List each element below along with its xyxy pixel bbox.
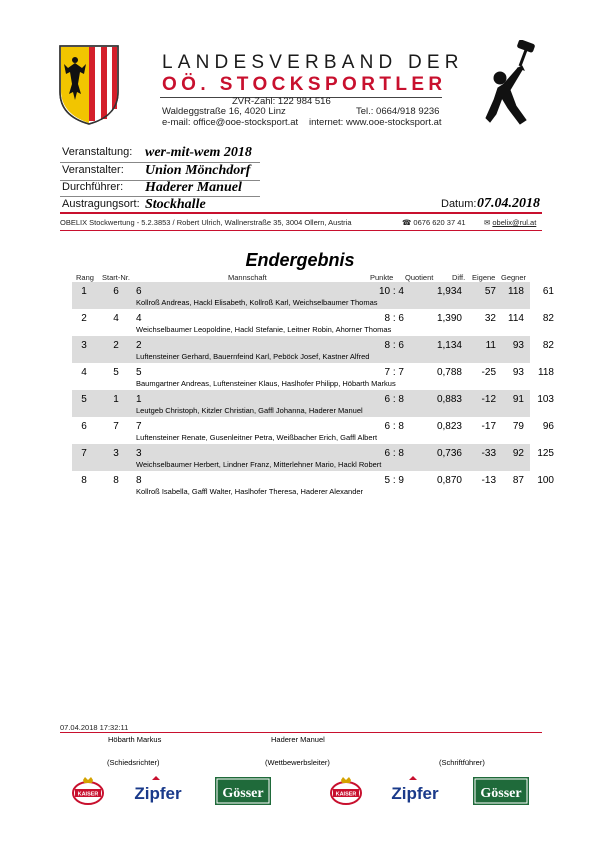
cell-quotient: 0,788 — [436, 367, 462, 378]
cell-quotient: 0,870 — [436, 475, 462, 486]
page-title: Endergebnis — [245, 250, 355, 270]
durchfuehrer-value: Haderer Manuel — [145, 180, 242, 195]
cell-gegner: 82 — [542, 313, 554, 324]
cell-team-number: 6 — [136, 286, 142, 297]
cell-diff: 11 — [485, 340, 496, 351]
datum-value: 07.04.2018 — [477, 196, 540, 211]
cell-start-nr: 4 — [113, 313, 119, 324]
association-address: Waldeggstraße 16, 4020 Linz — [162, 106, 286, 117]
software-email-link[interactable] — [484, 218, 536, 227]
table-row — [72, 471, 554, 498]
goesser-text: Gösser — [222, 786, 264, 801]
schiedsrichter-role: (Schiedsrichter) — [107, 758, 160, 767]
wettbewerbsleiter-role: (Wettbewerbsleiter) — [265, 758, 330, 767]
team-players: Weichselbaumer Leopoldine, Hackl Stefanie, Leitner Robin, Ahorner Thomas — [136, 325, 392, 334]
cell-punkte: 5 : 9 — [384, 475, 404, 486]
goesser-logo — [473, 776, 529, 806]
cell-eigene: 92 — [512, 448, 524, 459]
schriftfuehrer-role: (Schriftführer) — [439, 758, 485, 767]
cell-diff: -13 — [481, 475, 496, 486]
header-rang: Rang — [76, 273, 94, 282]
cell-eigene: 87 — [512, 475, 524, 486]
cell-rang: 2 — [81, 313, 87, 324]
cell-team-number: 2 — [136, 340, 142, 351]
cell-start-nr: 1 — [113, 394, 119, 405]
cell-diff: -25 — [481, 367, 496, 378]
cell-diff: -33 — [481, 448, 496, 459]
header-diff: Diff. — [452, 273, 466, 282]
header-gegner: Gegner — [501, 273, 527, 282]
cell-punkte: 6 : 8 — [384, 421, 404, 432]
red-divider — [60, 212, 542, 214]
association-title-line1: LANDESVERBAND DER — [162, 52, 464, 73]
cell-gegner: 61 — [542, 286, 554, 297]
cell-punkte: 8 : 6 — [384, 313, 404, 324]
cell-team-number: 8 — [136, 475, 142, 486]
header-eigene: Eigene — [472, 273, 496, 282]
veranstaltung-value: wer-mit-wem 2018 — [145, 145, 252, 160]
association-website: internet: www.ooe-stocksport.at — [309, 117, 442, 128]
header-quotient: Quotient — [405, 273, 434, 282]
table-row — [72, 363, 554, 390]
table-row — [72, 444, 554, 471]
zipfer-text: Zipfer — [134, 784, 182, 803]
wettbewerbsleiter-name: Haderer Manuel — [271, 735, 325, 744]
zipfer-text: Zipfer — [391, 784, 439, 803]
cell-gegner: 118 — [538, 367, 554, 378]
veranstaltung-label: Veranstaltung: — [62, 146, 133, 158]
team-players: Baumgartner Andreas, Luftensteiner Klaus, Haslhofer Philipp, Höbarth Markus — [136, 379, 396, 388]
cell-team-number: 7 — [136, 421, 142, 432]
austragungsort-value: Stockhalle — [145, 197, 206, 212]
veranstalter-value: Union Mönchdorf — [145, 163, 251, 178]
cell-punkte: 6 : 8 — [384, 394, 404, 405]
kaiser-text: KAISER — [77, 791, 99, 798]
cell-gegner: 100 — [537, 475, 554, 486]
cell-diff: 57 — [484, 286, 496, 297]
table-row — [72, 282, 554, 309]
table-row — [72, 309, 554, 336]
cell-rang: 7 — [81, 448, 87, 459]
team-players: Luftensteiner Renate, Gusenleitner Petra, Weißbacher Erich, Gaffl Albert — [136, 433, 378, 442]
cell-eigene: 118 — [508, 286, 524, 297]
software-credit: OBELIX Stockwertung - 5.2.3853 / Robert Ulrich, Wallnerstraße 35, 3004 Ollern, Austria — [60, 218, 352, 227]
association-email: e-mail: office@ooe-stocksport.at — [162, 117, 299, 128]
table-row — [72, 336, 554, 363]
cell-eigene: 91 — [512, 394, 524, 405]
association-phone: Tel.: 0664/918 9236 — [356, 106, 440, 117]
footer-divider — [60, 732, 542, 733]
cell-eigene: 93 — [512, 367, 524, 378]
cell-eigene: 93 — [512, 340, 524, 351]
cell-quotient: 1,390 — [436, 313, 462, 324]
cell-punkte: 7 : 7 — [384, 367, 404, 378]
table-row — [72, 390, 554, 417]
print-timestamp: 07.04.2018 17:32:11 — [60, 723, 129, 732]
cell-rang: 8 — [81, 475, 87, 486]
cell-gegner: 96 — [542, 421, 554, 432]
kaiser-logo — [72, 776, 104, 806]
cell-gegner: 125 — [537, 448, 554, 459]
veranstalter-label: Veranstalter: — [62, 164, 124, 176]
upper-austria-crest-logo — [58, 44, 120, 126]
cell-start-nr: 2 — [113, 340, 119, 351]
kaiser-text: KAISER — [335, 791, 357, 798]
cell-punkte: 6 : 8 — [384, 448, 404, 459]
cell-rang: 4 — [81, 367, 87, 378]
red-divider-thin — [60, 230, 542, 231]
team-players: Kollroß Isabella, Gaffl Walter, Haslhofer Theresa, Haderer Alexander — [136, 487, 364, 496]
team-players: Luftensteiner Gerhard, Bauernfeind Karl, Peböck Josef, Kastner Alfred — [136, 352, 370, 361]
zipfer-logo — [389, 776, 441, 806]
cell-gegner: 82 — [542, 340, 554, 351]
cell-eigene: 79 — [512, 421, 524, 432]
kaiser-logo — [330, 776, 362, 806]
schiedsrichter-name: Höbarth Markus — [108, 735, 162, 744]
cell-start-nr: 3 — [113, 448, 119, 459]
zipfer-logo — [132, 776, 184, 806]
cell-quotient: 0,823 — [436, 421, 462, 432]
austragungsort-label: Austragungsort: — [62, 198, 140, 210]
cell-start-nr: 7 — [113, 421, 119, 432]
cell-rang: 1 — [81, 286, 87, 297]
cell-quotient: 1,934 — [436, 286, 462, 297]
cell-team-number: 4 — [136, 313, 142, 324]
cell-quotient: 0,883 — [436, 394, 462, 405]
cell-team-number: 5 — [136, 367, 142, 378]
cell-diff: -12 — [481, 394, 496, 405]
cell-rang: 5 — [81, 394, 87, 405]
cell-rang: 6 — [81, 421, 87, 432]
team-players: Weichselbaumer Herbert, Lindner Franz, Mitterlehner Mario, Hackl Robert — [136, 460, 382, 469]
envelope-icon: ✉ — [484, 218, 491, 227]
cell-punkte: 10 : 4 — [378, 286, 404, 297]
cell-quotient: 1,134 — [436, 340, 462, 351]
cell-eigene: 114 — [508, 313, 524, 324]
cell-diff: -17 — [481, 421, 496, 432]
cell-team-number: 1 — [136, 394, 142, 405]
software-email[interactable]: obelix@rul.at — [492, 218, 537, 227]
cell-start-nr: 5 — [113, 367, 119, 378]
zvr-number: ZVR-Zahl: 122 984 516 — [232, 96, 331, 107]
durchfuehrer-label: Durchführer: — [62, 181, 124, 193]
team-players: Kollroß Andreas, Hackl Elisabeth, Kollroß Karl, Weichselbaumer Thomas — [136, 298, 378, 307]
cell-start-nr: 6 — [113, 286, 119, 297]
header-mannschaft: Mannschaft — [228, 273, 267, 282]
cell-start-nr: 8 — [113, 475, 119, 486]
team-players: Leutgeb Christoph, Kitzler Christian, Gaffl Johanna, Haderer Manuel — [136, 406, 363, 415]
stock-player-icon — [482, 40, 544, 130]
goesser-text: Gösser — [480, 786, 522, 801]
cell-quotient: 0,736 — [436, 448, 462, 459]
goesser-logo — [215, 776, 271, 806]
cell-rang: 3 — [81, 340, 87, 351]
cell-diff: 32 — [484, 313, 496, 324]
association-title-line2: OÖ. STOCKSPORTLER — [162, 74, 447, 95]
cell-punkte: 8 : 6 — [384, 340, 404, 351]
header-start-nr: Start-Nr. — [102, 273, 130, 282]
cell-team-number: 3 — [136, 448, 142, 459]
datum-label: Datum: — [441, 198, 477, 210]
software-phone: ☎ 0676 620 37 41 — [402, 218, 466, 227]
header-punkte: Punkte — [370, 273, 394, 282]
cell-gegner: 103 — [537, 394, 554, 405]
table-row — [72, 417, 554, 444]
